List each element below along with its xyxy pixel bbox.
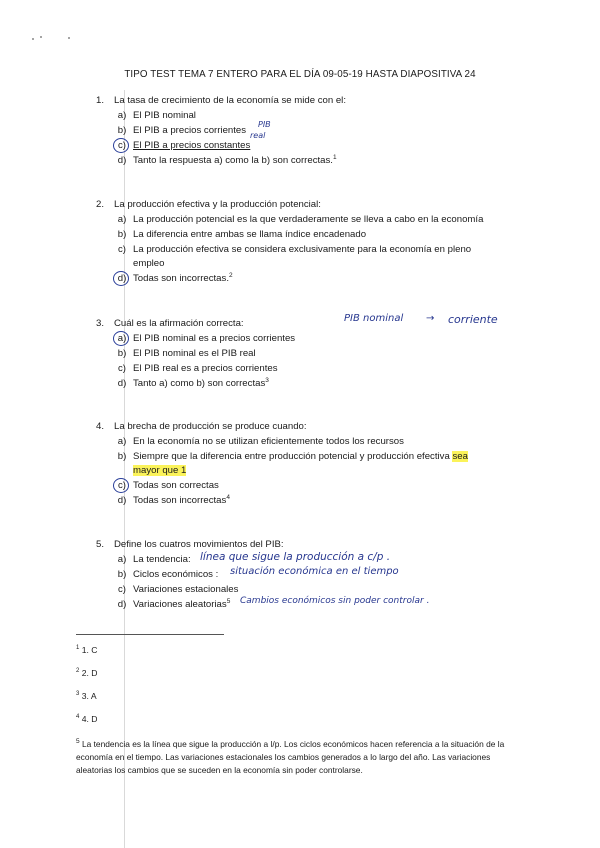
option-letter: a) [117, 436, 127, 447]
option-text: El PIB a precios constantes [133, 140, 251, 151]
option-letter: a) [117, 214, 127, 225]
question-text: Define los cuatros movimientos del PIB: [114, 539, 284, 550]
handwritten-arrow: → [426, 313, 435, 324]
option-letter: a) [117, 554, 127, 565]
option-text: Todas son correctas [133, 480, 219, 491]
question-number: 3. [96, 318, 105, 329]
option-text: El PIB nominal es el PIB real [133, 348, 256, 359]
option-letter: b) [117, 569, 127, 580]
footnote-text: 1. C [81, 645, 98, 655]
option-text: Tanto a) como b) son correctas [133, 378, 266, 389]
question-text: La brecha de producción se produce cuando: [114, 421, 307, 432]
highlighted-text: mayor que 1 [133, 465, 187, 476]
highlighted-text: sea [452, 451, 468, 462]
option-letter: b) [117, 229, 127, 240]
option-text: Ciclos económicos : [133, 569, 219, 580]
option-text: Variaciones estacionales [133, 584, 239, 595]
option-text: El PIB real es a precios corrientes [133, 363, 278, 374]
footnote-2 [76, 668, 98, 678]
footnote-ref: 3 [265, 377, 269, 384]
option-letter: b) [117, 125, 127, 136]
footnote-text: 4. D [81, 714, 98, 724]
option-letter: a) [117, 110, 127, 121]
footnote-text: 3. A [81, 691, 97, 701]
question-text: La tasa de crecimiento de la economía se mide con el: [114, 95, 346, 106]
footnote-mark: 2 [76, 668, 80, 674]
option-text: Tanto la respuesta a) como la b) son correctas. [133, 155, 333, 166]
option-text: Variaciones aleatorias [133, 599, 227, 610]
option-text: Todas son incorrectas [133, 495, 227, 506]
question-number: 5. [96, 539, 105, 550]
footnote-mark: 1 [76, 645, 80, 651]
handwritten-note: PIB [258, 120, 271, 129]
handwritten-answer: línea que sigue la producción a c/p . [200, 551, 391, 563]
option-letter: a) [117, 333, 127, 344]
footnote-3 [76, 691, 97, 701]
footnote-ref: 1 [332, 154, 337, 161]
footnote-ref: 4 [226, 494, 230, 501]
option-text: El PIB nominal [133, 110, 196, 121]
option-text: El PIB a precios corrientes [133, 125, 247, 136]
page-title: TIPO TEST TEMA 7 ENTERO PARA EL DÍA 09-05-19 HASTA DIAPOSITIVA 24 [124, 69, 476, 80]
handwritten-note: PIB nominal [344, 313, 404, 324]
handwritten-answer: situación económica en el tiempo [230, 566, 399, 577]
option-text: Siempre que la diferencia entre producción potencial y producción efectiva [133, 451, 450, 462]
question-number: 2. [96, 199, 105, 210]
option-letter: c) [118, 480, 126, 491]
question-text: La producción efectiva y la producción potencial: [114, 199, 321, 210]
footnote-5 [76, 738, 516, 777]
footnote-mark: 4 [76, 714, 80, 720]
handwritten-answer: Cambios económicos sin poder controlar . [240, 596, 430, 606]
footnote-separator [76, 634, 224, 635]
option-text: La producción efectiva se considera exclusivamente para la economía en pleno [133, 244, 472, 255]
footnote-text: La tendencia es la línea que sigue la producción a l/p. Los ciclos económicos hacen referencia a la situación de la economía en el tiempo. Las variaciones estacionales los cambios generados a lo largo del año. Las variaciones aleatorias los cambios que se suceden en la economía sin poder controlarse. [76, 739, 505, 775]
option-letter: d) [117, 273, 127, 284]
option-text: empleo [133, 258, 165, 269]
footnote-1 [76, 645, 98, 655]
option-letter: b) [117, 348, 127, 359]
option-letter: c) [118, 140, 126, 151]
option-letter: c) [118, 363, 126, 374]
option-text: En la economía no se utilizan eficientemente todos los recursos [133, 436, 404, 447]
question-number: 4. [96, 421, 105, 432]
option-text: La diferencia entre ambas se llama índice encadenado [133, 229, 367, 240]
option-text: Todas son incorrectas. [133, 273, 229, 284]
option-text: El PIB nominal es a precios corrientes [133, 333, 296, 344]
scan-specks [32, 36, 82, 46]
option-letter: d) [117, 378, 127, 389]
handwritten-note: corriente [448, 313, 498, 326]
option-letter: d) [117, 155, 127, 166]
footnote-text: 2. D [81, 668, 98, 678]
option-letter: c) [118, 244, 126, 255]
question-number: 1. [96, 95, 105, 106]
option-letter: d) [117, 495, 127, 506]
footnote-mark: 5 [76, 738, 80, 745]
option-text: La tendencia: [133, 554, 191, 565]
footnote-mark: 3 [76, 691, 80, 697]
option-text: La producción potencial es la que verdaderamente se lleva a cabo en la economía [133, 214, 484, 225]
footnote-ref: 2 [228, 272, 233, 279]
footnote-4 [76, 714, 98, 724]
option-letter: b) [117, 451, 127, 462]
footnote-ref: 5 [226, 598, 231, 605]
option-letter: c) [118, 584, 126, 595]
question-text: Cuál es la afirmación correcta: [114, 318, 244, 329]
handwritten-note: real [250, 131, 266, 140]
option-letter: d) [117, 599, 127, 610]
